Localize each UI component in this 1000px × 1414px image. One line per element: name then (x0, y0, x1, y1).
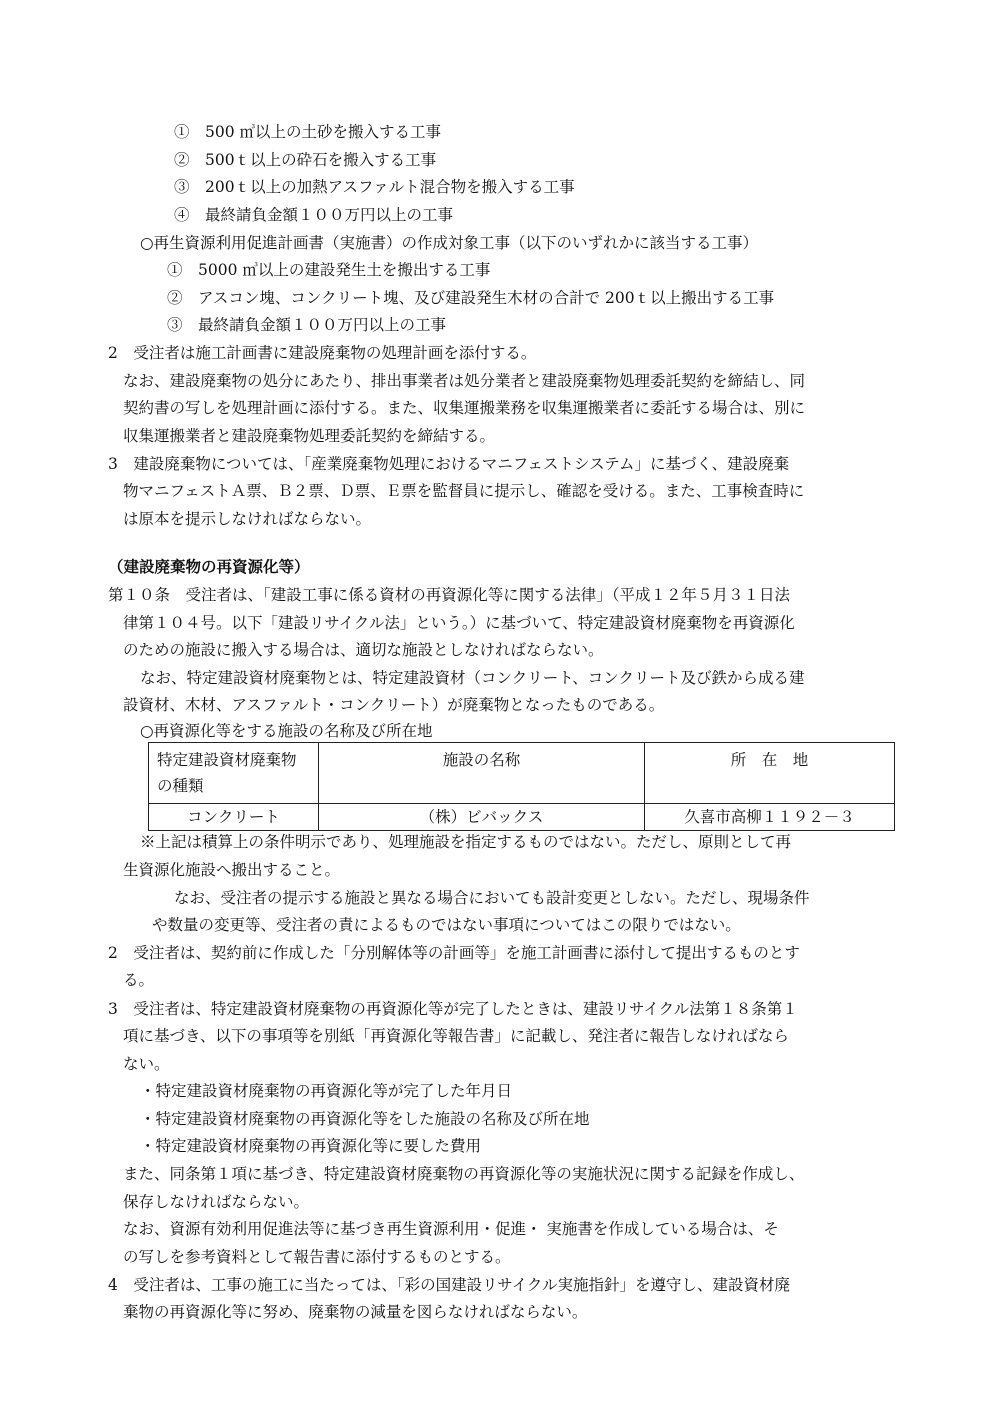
table-cell: （株）ビバックス (319, 804, 645, 831)
table-row (149, 804, 895, 831)
list-item: ② アスコン塊、コンクリート塊、及び建設発生木材の合計で 200ｔ以上搬出する工事 (167, 289, 775, 307)
table-header: 施設の名称 (319, 743, 645, 804)
list-heading: ○再生資源利用促進計画書（実施書）の作成対象工事（以下のいずれかに該当する工事） (140, 234, 759, 252)
list-item: ・特定建設資材廃棄物の再資源化等が完了した年月日 (140, 1082, 513, 1100)
paragraph-line: 4 受注者は、工事の施工に当たっては、「彩の国建設リサイクル実施指針」を遵守し、建設資材廃 (108, 1276, 790, 1294)
paragraph-line: 収集運搬業者と建設廃棄物処理委託契約を締結する。 (123, 427, 496, 445)
list-item: ③ 最終請負金額１００万円以上の工事 (167, 316, 447, 334)
table-header-row (149, 743, 895, 804)
table-title: ○再資源化等をする施設の名称及び所在地 (140, 722, 433, 740)
table-header: 所 在 地 (645, 743, 895, 804)
section-title: （建設廃棄物の再資源化等） (108, 558, 310, 576)
paragraph-line: 3 受注者は、特定建設資材廃棄物の再資源化等が完了したときは、建設リサイクル法第１８条第１ (108, 1000, 798, 1018)
paragraph-line: 2 受注者は、契約前に作成した「分別解体等の計画等」を施工計画書に添付して提出するものとす (108, 944, 800, 962)
note-line: ※上記は積算上の条件明示であり、処理施設を指定するものではない。ただし、原則として再 (140, 833, 792, 851)
paragraph-line: なお、建設廃棄物の処分にあたり、排出事業者は処分業者と建設廃棄物処理委託契約を締結し、同 (123, 372, 806, 390)
paragraph-line: ない。 (123, 1055, 170, 1073)
paragraph-line: 3 建設廃棄物については、「産業廃棄物処理におけるマニフェストシステム」に基づく、建設廃棄 (108, 455, 790, 473)
paragraph-line: の写しを参考資料として報告書に添付するものとする。 (123, 1248, 511, 1266)
note-line: や数量の変更等、受注者の責によるものではない事項についてはこの限りではない。 (152, 916, 741, 934)
list-item: ③ 200ｔ以上の加熱アスファルト混合物を搬入する工事 (174, 178, 575, 196)
paragraph-line: 第１０条 受注者は、「建設工事に係る資材の再資源化等に関する法律」（平成１２年５月３１日法 (108, 586, 791, 604)
paragraph-line: また、同条第１項に基づき、特定建設資材廃棄物の再資源化等の実施状況に関する記録を作成し、 (123, 1165, 805, 1183)
paragraph-line: 棄物の再資源化等に努め、廃棄物の減量を図らなければならない。 (123, 1303, 588, 1321)
list-item: ・特定建設資材廃棄物の再資源化等に要した費用 (140, 1137, 482, 1155)
paragraph-line: 2 受注者は施工計画書に建設廃棄物の処理計画を添付する。 (108, 344, 537, 362)
table-cell: コンクリート (149, 804, 319, 831)
paragraph-line: 物マニフェストＡ票、Ｂ２票、Ｄ票、Ｅ票を監督員に提示し、確認を受ける。また、工事検査時に (123, 482, 805, 500)
note-line: なお、受注者の提示する施設と異なる場合においても設計変更としない。ただし、現場条件 (174, 889, 810, 907)
list-item: ・特定建設資材廃棄物の再資源化等をした施設の名称及び所在地 (140, 1110, 590, 1128)
list-item: ④ 最終請負金額１００万円以上の工事 (174, 206, 454, 224)
paragraph-line: 律第１０４号。以下「建設リサイクル法」という。）に基づいて、特定建設資材廃棄物を再資源化 (123, 614, 795, 632)
list-item: ① 5000 ㎥以上の建設発生土を搬出する工事 (167, 261, 491, 279)
facility-table (148, 742, 895, 831)
paragraph-line: なお、資源有効利用促進法等に基づき再生資源利用・促進・ 実施書を作成している場合は、そ (123, 1220, 779, 1238)
paragraph-line: る。 (123, 971, 155, 989)
table-cell: 久喜市高柳１１９２－３ (645, 804, 895, 831)
paragraph-line: 契約書の写しを処理計画に添付する。また、収集運搬業務を収集運搬業者に委託する場合は、別に (123, 399, 806, 417)
list-item: ② 500ｔ以上の砕石を搬入する工事 (174, 151, 437, 169)
paragraph-line: は原本を提示しなければならない。 (123, 510, 372, 528)
paragraph-line: 保存しなければならない。 (123, 1193, 310, 1211)
paragraph-line: のための施設に搬入する場合は、適切な施設としなければならない。 (123, 641, 604, 659)
paragraph-line: なお、特定建設資材廃棄物とは、特定建設資材（コンクリート、コンクリート及び鉄から成る建 (140, 669, 805, 687)
note-line: 生資源化施設へ搬出すること。 (123, 861, 341, 879)
paragraph-line: 設資材、木材、アスファルト・コンクリート）が廃棄物となったものである。 (123, 696, 665, 714)
table-header: 特定建設資材廃棄物の種類 (149, 743, 319, 804)
list-item: ① 500 ㎥以上の土砂を搬入する工事 (174, 123, 442, 141)
paragraph-line: 項に基づき、以下の事項等を別紙「再資源化等報告書」に記載し、発注者に報告しなければなら (123, 1027, 789, 1045)
